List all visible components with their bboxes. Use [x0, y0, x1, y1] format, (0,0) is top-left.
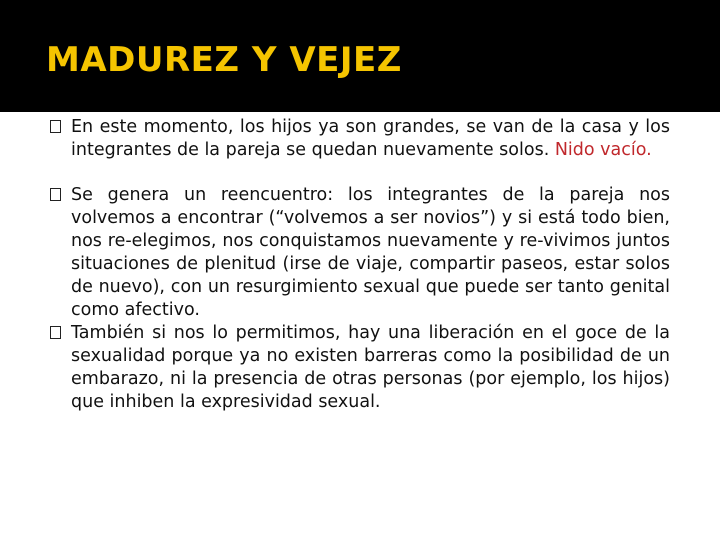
bullet-item: [50, 116, 670, 162]
slide-content: [50, 116, 670, 414]
bullet-text: En este momento, los hijos ya son grandes, se van de la casa y los integrantes de la pareja se quedan nuevamente solos.: [71, 117, 670, 160]
bullet-square-icon: [50, 326, 61, 339]
slide-title: MADUREZ Y VEJEZ: [46, 40, 402, 80]
bullet-item: [50, 184, 670, 322]
bullet-highlight: Nido vacío.: [554, 140, 652, 160]
bullet-text: Se genera un reencuentro: los integrantes de la pareja nos volvemos a encontrar (“volvemos a ser novios”) y si está todo bien, nos re-elegimos, nos conquistamos nuevamente y re-vivimos juntos situaciones de plenitud (irse de viaje, compartir paseos, estar solos de nuevo), con un resurgimiento sexual que puede ser tanto genital como afectivo.: [71, 185, 670, 320]
bullet-square-icon: [50, 120, 61, 133]
bullet-item: [50, 322, 670, 414]
bullet-text: También si nos lo permitimos, hay una liberación en el goce de la sexualidad porque ya no existen barreras como la posibilidad de un embarazo, ni la presencia de otras personas (por ejemplo, los hijos) que inhiben la expresividad sexual.: [71, 323, 670, 412]
title-bar: [0, 0, 720, 112]
bullet-square-icon: [50, 188, 61, 201]
